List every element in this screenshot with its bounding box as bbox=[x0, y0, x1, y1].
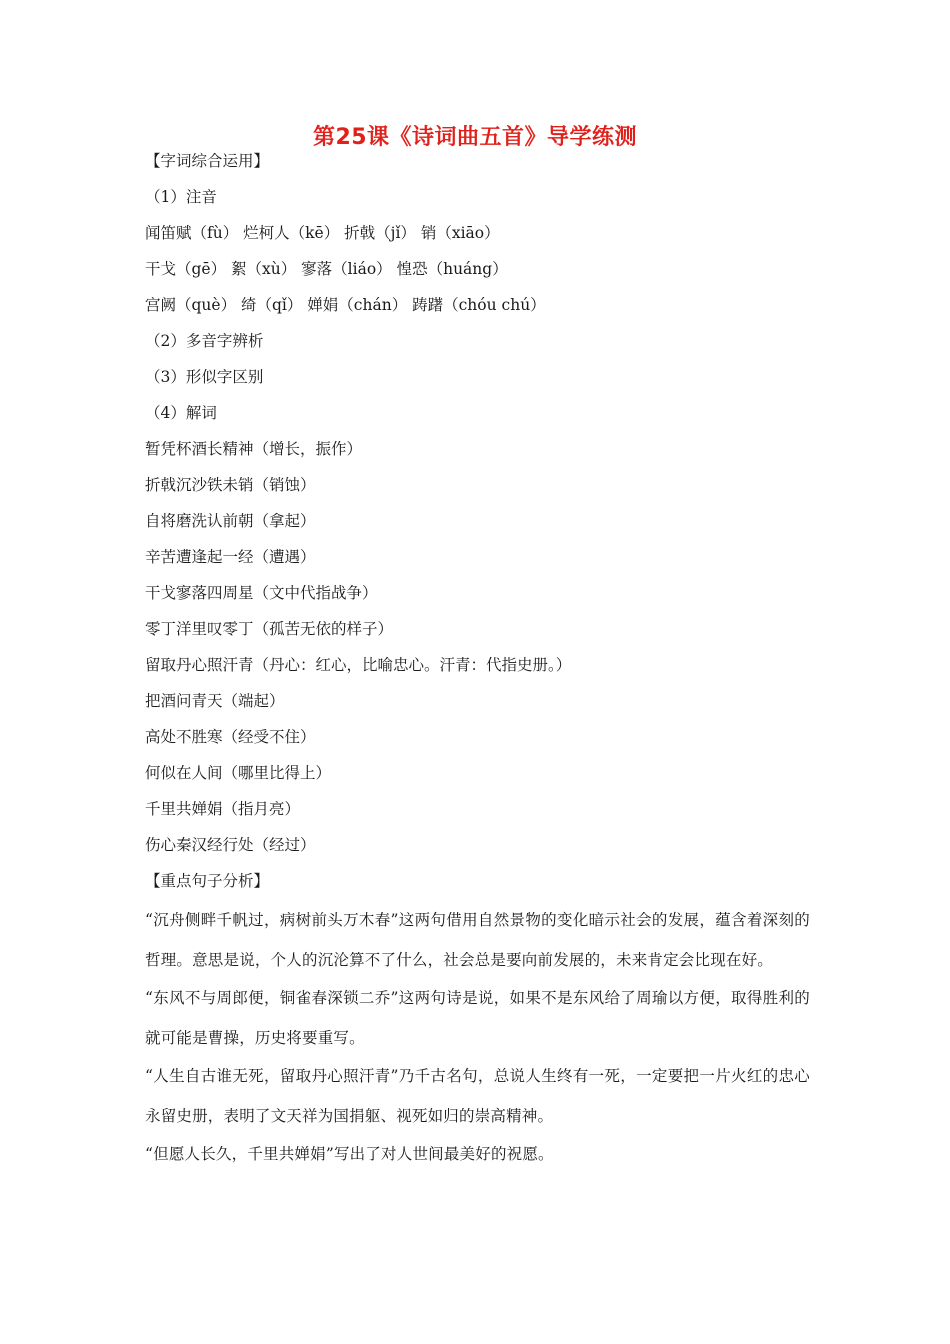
pinyin-row: 闻笛赋（fù） 烂柯人（kē） 折戟（jǐ） 销（xiāo） bbox=[145, 224, 500, 242]
definition-item: 何似在人间（哪里比得上） bbox=[145, 764, 332, 782]
definition-item: 高处不胜寒（经受不住） bbox=[145, 728, 316, 746]
section-heading-key-sentences: 【重点句子分析】 bbox=[145, 872, 270, 890]
pinyin-row: 宫阙（què） 绮（qǐ） 婵娟（chán） 踌躇（chóu chú） bbox=[145, 296, 546, 314]
document-body bbox=[145, 150, 810, 1174]
definition-item: 干戈寥落四周星（文中代指战争） bbox=[145, 584, 378, 602]
analysis-paragraph: “人生自古谁无死，留取丹心照汗青”乃千古名句，总说人生终有一死，一定要把一片火红的忠心永留史册，表明了文天祥为国捐躯、视死如归的崇高精神。 bbox=[145, 1067, 810, 1125]
definition-item: 辛苦遭逢起一经（遭遇） bbox=[145, 548, 316, 566]
definition-item: 零丁洋里叹零丁（孤苦无依的样子） bbox=[145, 620, 394, 638]
analysis-paragraph: “沉舟侧畔千帆过，病树前头万木春”这两句借用自然景物的变化暗示社会的发展，蕴含着深刻的哲理。意思是说，个人的沉沦算不了什么，社会总是要向前发展的，未来肯定会比现在好。 bbox=[145, 911, 810, 969]
subsection-polyphones: （2）多音字辨析 bbox=[145, 332, 264, 350]
definition-item: 留取丹心照汗青（丹心：红心，比喻忠心。汗青：代指史册。） bbox=[145, 656, 572, 674]
subsection-definitions: （4）解词 bbox=[145, 404, 217, 422]
section-heading-vocabulary: 【字词综合运用】 bbox=[145, 152, 270, 170]
page-title: 第25课《诗词曲五首》导学练测 bbox=[312, 125, 638, 150]
analysis-paragraph: “但愿人长久，千里共婵娟”写出了对人世间最美好的祝愿。 bbox=[145, 1145, 554, 1163]
subsection-similar-chars: （3）形似字区别 bbox=[145, 368, 264, 386]
definition-item: 伤心秦汉经行处（经过） bbox=[145, 836, 316, 854]
definition-item: 自将磨洗认前朝（拿起） bbox=[145, 512, 316, 530]
analysis-paragraph: “东风不与周郎便，铜雀春深锁二乔”这两句诗是说，如果不是东风给了周瑜以方便，取得胜利的就可能是曹操，历史将要重写。 bbox=[145, 989, 810, 1047]
definition-item: 暂凭杯酒长精神（增长，振作） bbox=[145, 440, 363, 458]
definition-item: 把酒问青天（端起） bbox=[145, 692, 285, 710]
pinyin-row: 干戈（gē） 絮（xù） 寥落（liáo） 惶恐（huáng） bbox=[145, 260, 508, 278]
subsection-pronunciation: （1）注音 bbox=[145, 188, 217, 206]
definition-item: 折戟沉沙铁未销（销蚀） bbox=[145, 476, 316, 494]
definition-item: 千里共婵娟（指月亮） bbox=[145, 800, 301, 818]
